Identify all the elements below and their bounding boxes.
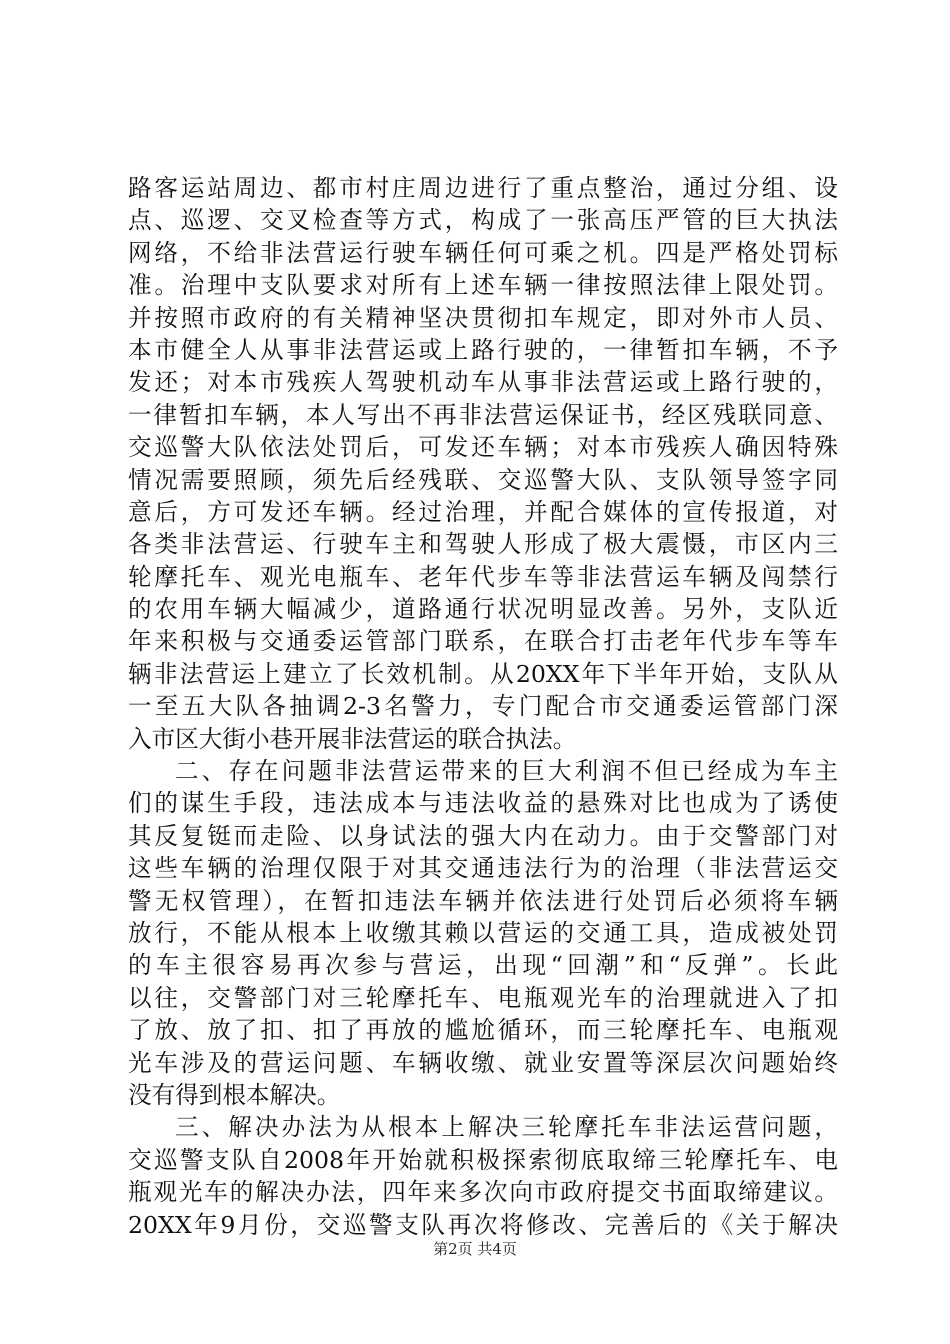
document-body [128, 172, 838, 1241]
page-number-footer: 第2页 共4页 [433, 1240, 517, 1258]
text-line: 以往，交警部门对三轮摩托车、电瓶观光车的治理就进入了扣 [128, 983, 838, 1012]
text-line: 们的谋生手段，违法成本与违法收益的悬殊对比也成为了诱使 [128, 789, 838, 818]
text-line: 一至五大队各抽调2-3名警力，专门配合市交通委运管部门深 [128, 692, 838, 721]
text-line: 辆非法营运上建立了长效机制。从20XX年下半年开始，支队从 [128, 659, 838, 688]
text-line: 了放、放了扣、扣了再放的尴尬循环，而三轮摩托车、电瓶观 [128, 1016, 838, 1045]
text-line: 20XX年9月份，交巡警支队再次将修改、完善后的《关于解决 [128, 1210, 838, 1239]
text-line: 年来积极与交通委运管部门联系，在联合打击老年代步车等车 [128, 627, 838, 656]
text-line: 网络，不给非法营运行驶车辆任何可乘之机。四是严格处罚标 [128, 238, 838, 267]
text-line: 警无权管理），在暂扣违法车辆并依法进行处罚后必须将车辆 [128, 886, 838, 915]
text-line: 轮摩托车、观光电瓶车、老年代步车等非法营运车辆及闯禁行 [128, 562, 838, 591]
text-line: 没有得到根本解决。 [128, 1080, 341, 1109]
text-line: 各类非法营运、行驶车主和驾驶人形成了极大震慑，市区内三 [128, 530, 838, 559]
text-line: 发还；对本市残疾人驾驶机动车从事非法营运或上路行驶的， [128, 368, 838, 397]
text-line: 交巡警大队依法处罚后，可发还车辆；对本市残疾人确因特殊 [128, 433, 838, 462]
text-line: 本市健全人从事非法营运或上路行驶的，一律暂扣车辆，不予 [128, 335, 838, 364]
text-line: 一律暂扣车辆，本人写出不再非法营运保证书，经区残联同意、 [128, 400, 838, 429]
text-line: 其反复铤而走险、以身试法的强大内在动力。由于交警部门对 [128, 821, 838, 850]
section-heading-line: 二、存在问题非法营运带来的巨大利润不但已经成为车主 [175, 757, 838, 786]
text-line: 光车涉及的营运问题、车辆收缴、就业安置等深层次问题始终 [128, 1048, 838, 1077]
text-line: 放行，不能从根本上收缴其赖以营运的交通工具，造成被处罚 [128, 918, 838, 947]
text-line: 意后，方可发还车辆。经过治理，并配合媒体的宣传报道，对 [128, 497, 838, 526]
section-heading-line: 三、解决办法为从根本上解决三轮摩托车非法运营问题， [175, 1113, 838, 1142]
text-line: 情况需要照顾，须先后经残联、交巡警大队、支队领导签字同 [128, 465, 838, 494]
text-line: 入市区大街小巷开展非法营运的联合执法。 [128, 724, 577, 753]
text-line: 并按照市政府的有关精神坚决贯彻扣车规定，即对外市人员、 [128, 303, 838, 332]
text-line: 路客运站周边、都市村庄周边进行了重点整治，通过分组、设 [128, 174, 838, 202]
text-line: 的车主很容易再次参与营运，出现“回潮”和“反弹”。长此 [128, 951, 838, 980]
text-line: 准。治理中支队要求对所有上述车辆一律按照法律上限处罚。 [128, 271, 838, 300]
text-line: 的农用车辆大幅减少，道路通行状况明显改善。另外，支队近 [128, 595, 838, 624]
text-line: 点、巡逻、交叉检查等方式，构成了一张高压严管的巨大执法 [128, 206, 838, 235]
text-line: 这些车辆的治理仅限于对其交通违法行为的治理（非法营运交 [128, 854, 838, 883]
text-line: 交巡警支队自2008年开始就积极探索彻底取缔三轮摩托车、电 [128, 1145, 838, 1174]
text-line: 瓶观光车的解决办法，四年来多次向市政府提交书面取缔建议。 [128, 1178, 838, 1207]
